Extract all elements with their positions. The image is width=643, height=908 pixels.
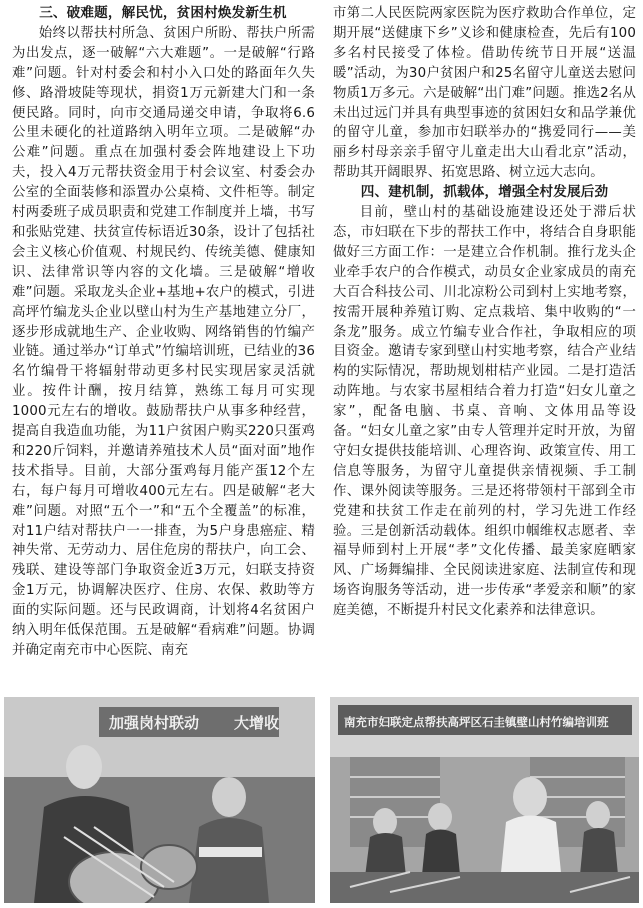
section-3-heading: 三、破难题，解民忧，贫困村焕发新生机 [39, 5, 287, 21]
photo-bamboo-weaving-class-image [330, 697, 639, 903]
left-banner-text-2: 大增收 [234, 714, 280, 732]
section-3-continuation: 市第二人民医院两家医院为医疗救助合作单位，定期开展“送健康下乡”义诊和健康检查，先后有100多名村民接受了体检。借助传统节日开展“送温暖”活动，为30户贫困户和25名留守儿童送去慰问物质1万多元。六是破解“出门难”问题。推选2名从未出过远门并具有典型事迹的贫困妇女和品学兼优的留守儿童，参加市妇联举办的“携爱同行——美丽乡村母亲亲手留守儿童走出大山看北京”活动，帮助其开阔眼界、拓宽思路、树立远大志向。 [333, 6, 636, 181]
photo-bamboo-weaving-women-image [4, 697, 315, 903]
right-text-column [333, 4, 636, 692]
right-banner-text: 南充市妇联定点帮扶高坪区石圭镇壁山村竹编培训班 [344, 715, 609, 729]
section-4-body: 目前，壁山村的基础设施建设还处于滞后状态，市妇联在下步的帮扶工作中，将结合自身职能做好三方面工作：一是建立合作机制。推行龙头企业牵手农户的合作模式，动员女企业家成员的南充大百合科技公司、川北凉粉公司到村上实地考察，按需开展种养殖订购、定点栽培、集中收购的“一条龙”服务。成立竹编专业合作社，争取相应的项目资金。邀请专家到壁山村实地考察，结合产业结构的实际情况，帮助规划柑桔产业园。二是打造活动阵地。与农家书屋相结合着力打造“妇女儿童之家”，配备电脑、书桌、音响、文体用品等设备。“妇女儿童之家”由专人管理并定时开放，为留守妇女提供技能培训、心理咨询、政策宣传、用工信息等服务，为留守儿童提供亲情视频、手工制作、课外阅读等服务。三是还将带领村干部到全市党建和扶贫工作走在前列的村，学习先进工作经验。三是创新活动载体。组织巾帼维权志愿者、幸福导师到村上开展“孝”文化传播、最美家庭晒家风、广场舞编排、全民阅读进家庭、法制宣传和现场咨询服务等活动，进一步传承“孝爱亲和顺”的家庭美德，不断提升村民文化素养和法律意识。 [333, 205, 636, 619]
section-4-heading: 四、建机制，抓载体，增强全村发展后劲 [360, 184, 609, 201]
photo-bamboo-weaving-women [4, 697, 315, 903]
left-text-column [12, 4, 315, 692]
left-banner-text: 加强岗村联动 [109, 714, 200, 732]
photo-bamboo-weaving-class [330, 697, 639, 903]
section-3-body: 始终以帮扶村所急、贫困户所盼、帮扶户所需为出发点，逐一破解“六大难题”。一是破解“行路难”问题。针对村委会和村小入口处的路面年久失修、路滑坡陡等现状，捐资1万元新建大门和一条便民路。同时，向市交通局递交申请，争取将6.6公里未硬化的社道路纳入明年立项。二是破解“办公难”问题。重点在加强村委会阵地建设上下功夫，投入4万元帮扶资金用于村会议室、村委会办公室的全面装修和添置办公桌椅、文件柜等。制定村两委班子成员职责和党建工作制度并上墙，书写和张贴党建、扶贫宣传标语近30条，设计了包括社会主义核心价值观、村规民约、传统美德、健康知识、法律常识等内容的文化墙。三是破解“增收难”问题。采取龙头企业+基地+农户的模式，引进高坪竹编龙头企业以壁山村为生产基地建立分厂，逐步形成就地生产、企业收购、网络销售的竹编产业链。通过举办“订单式”竹编培训班，已结业的36名竹编骨干将辐射带动更多村民实现居家灵活就业。按件计酬，按月结算，熟练工每月可实现1000元左右的增收。鼓励帮扶户从事多种经营，提高自我造血功能，为11户贫困户购买220只蛋鸡和220斤饲料，并邀请养殖技术人员“面对面”地作技术指导。目前，大部分蛋鸡每月能产蛋12个左右，每户每月可增收400元左右。四是破解“老大难”问题。对照“五个一”和“五个全覆盖”的标准，对11户结对帮扶户一一排查，为5户身患癌症、精神失常、无劳动力、居住危房的帮扶户，向工会、残联、建设等部门争取资金近3万元，妇联支持资金1万元，协调解决医疗、住房、农保、救助等方面的实际问题。还与民政调商，计划将4名贫困户纳入明年低保范围。五是破解“看病难”问题。协调并确定南充市中心医院、南充 [12, 25, 315, 658]
